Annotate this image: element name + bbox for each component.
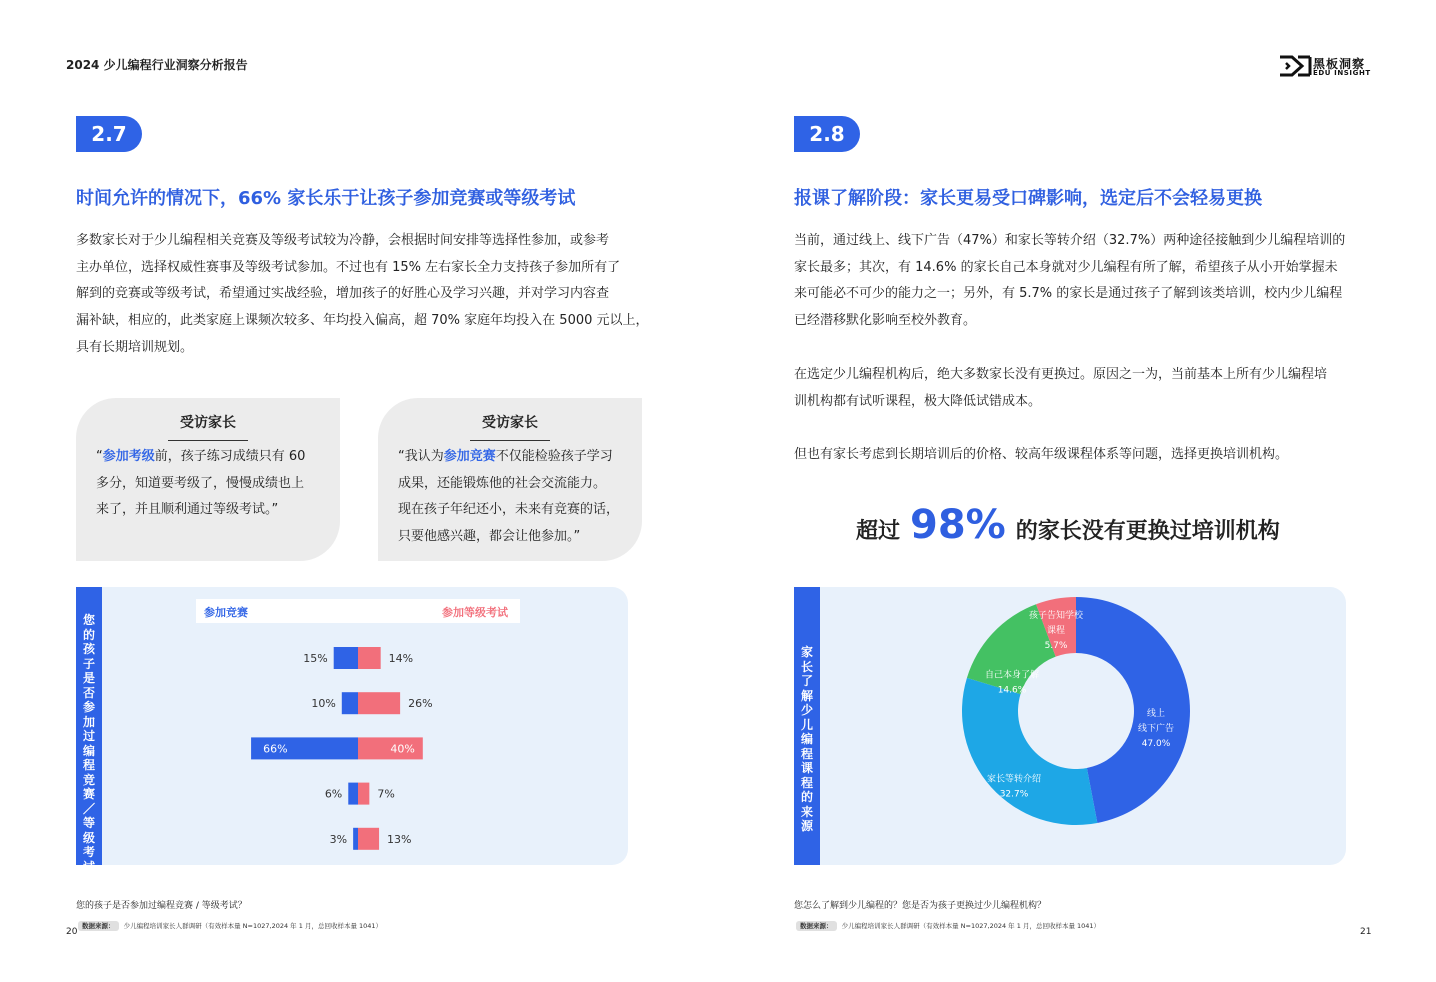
bar-series-1 (348, 783, 358, 805)
donut-chart-panel (794, 587, 1346, 865)
bar-label: 66% (263, 742, 288, 756)
bar-label: 7% (377, 787, 395, 801)
section-badge-right: 2.8 (794, 116, 860, 152)
donut-label-line: 课程 (1046, 626, 1066, 636)
donut-label-line: 线上 (1146, 709, 1166, 719)
bar-label: 6% (324, 787, 343, 801)
donut-chart (794, 587, 1346, 865)
divider (470, 440, 550, 441)
text-line: 多数家长对于少儿编程相关竞赛及等级考试较为冷静，会根据时间安排等选择性参加，或参考 (76, 233, 610, 248)
quote-line: 现在孩子年纪还小，未来有竞赛的话， (398, 502, 620, 518)
source-tag: 数据来源： (796, 921, 837, 931)
key-stat (856, 502, 1280, 548)
legend-series-1: 参加竞赛 (204, 606, 248, 619)
donut-label-line: 14.6% (997, 685, 1027, 696)
donut-label-line: 5.7% (1044, 641, 1068, 651)
donut-label-line: 家长等转介绍 (986, 774, 1042, 785)
quote-span: “ (96, 449, 103, 464)
right-paragraph-3: 但也有家长考虑到长期培训后的价格、较高年级课程体系等问题，选择更换培训机构。 (794, 447, 1289, 462)
chart-side-label: 家长了解少儿编程课程的来源 (800, 645, 813, 833)
data-source (78, 913, 382, 932)
quote-line: 来了，并且顺利通过等级考试。” (96, 502, 279, 518)
interview-quote-card (76, 398, 340, 561)
source-question: 您的孩子是否参加过编程竞赛 / 等级考试？ (76, 901, 247, 911)
bar-label: 15% (303, 652, 328, 665)
legend-series-2: 参加等级考试 (442, 606, 508, 619)
text-line: 家长最多；其次，有 14.6% 的家长自己本身就对少儿编程有所了解，希望孩子从小开始掌握未 (794, 259, 1338, 275)
interview-quote-card (378, 398, 642, 561)
text-line: 来可能必不可少的能力之一；另外，有 5.7% 的家长是通过孩子了解到该类培训，校内少儿编程 (794, 286, 1343, 302)
quote-line: 只要他感兴趣，都会让他参加。” (398, 529, 581, 545)
quote-span: 不仅能检验孩子学习 (495, 449, 613, 464)
logo-en: EDU INSIGHT (1313, 69, 1371, 77)
section-title-left: 时间允许的情况下，66% 家长乐于让孩子参加竞赛或等级考试 (76, 188, 576, 209)
data-source (796, 913, 1100, 932)
bar-label: 10% (311, 697, 336, 711)
source-text: 少儿编程培训家长人群调研（有效样本量 N=1027,2024 年 1 月，总回收样本量 1041） (123, 922, 383, 930)
bar-chart-panel (76, 587, 628, 874)
donut-label-line: 孩子告知学校 (1028, 611, 1084, 621)
text-line: 在选定少儿编程机构后，绝大多数家长没有更换过。原因之一为，当前基本上所有少儿编程培 (794, 367, 1328, 382)
bar-series-1 (353, 828, 358, 850)
bar-series-2 (358, 647, 381, 669)
bar-label: 26% (408, 697, 433, 711)
bar-label: 14% (388, 652, 414, 665)
bar-series-2 (358, 783, 369, 805)
source-tag: 数据来源： (78, 921, 119, 931)
text-line: 漏补缺，相应的，此类家庭上课频次较多、年均投入偏高，超 70% 家庭年均投入在 5000 元以上， (76, 313, 649, 329)
text-line: 当前，通过线上、线下广告（47%）和家长等转介绍（32.7%）两种途径接触到少儿编程培训的 (794, 233, 1346, 248)
right-paragraph-2 (794, 362, 1374, 415)
page-number: 20 (66, 927, 78, 937)
source-text: 少儿编程培训家长人群调研（有效样本量 N=1027,2024 年 1 月，总回收样本量 1041） (841, 922, 1101, 930)
donut-slice (1076, 597, 1190, 823)
stat-prefix: 超过 (856, 519, 901, 544)
stat-number: 98% (910, 502, 1006, 548)
bar-label: 13% (387, 832, 412, 846)
stat-suffix: 的家长没有更换过培训机构 (1015, 519, 1280, 544)
text-line: 具有长期培训规划。 (76, 339, 194, 355)
bar-series-1 (334, 647, 358, 669)
quote-text (96, 444, 336, 524)
donut-label-line: 线下广告 (1137, 724, 1175, 734)
text-line: 主办单位，选择权威性赛事及等级考试参加。不过也有 15% 左右家长全力支持孩子参加所有了 (76, 259, 621, 275)
quote-heading: 受访家长 (180, 415, 236, 431)
bar-label: 40% (390, 742, 415, 756)
quote-text (398, 444, 638, 551)
document-title: 2024 少儿编程行业洞察分析报告 (66, 58, 248, 72)
donut-slice (962, 678, 1097, 825)
quote-span: 前，孩子练习成绩只有 60 (154, 449, 306, 464)
donut-label-line: 32.7% (999, 789, 1029, 800)
text-line: 已经潜移默化影响至校外教育。 (794, 313, 977, 329)
section-badge-left: 2.7 (76, 116, 142, 152)
page-number: 21 (1360, 927, 1372, 937)
bar-label: 3% (329, 832, 348, 846)
bar-series-1 (342, 692, 358, 714)
quote-highlight: 参加竞赛 (443, 449, 496, 464)
quote-heading: 受访家长 (482, 415, 538, 431)
text-line: 训机构都有试听课程，极大降低试错成本。 (794, 393, 1042, 409)
bar-series-2 (358, 828, 379, 850)
source-question: 您怎么了解到少儿编程的？您是否为孩子更换过少儿编程机构？ (794, 901, 1047, 911)
quote-highlight: 参加考级 (102, 449, 155, 464)
chart-side-label: 您的孩子是否参加过编程竞赛／等级考试 (82, 613, 95, 874)
right-paragraph-1 (794, 228, 1374, 335)
donut-label-line: 47.0% (1141, 739, 1171, 749)
logo-mark-icon (1278, 54, 1312, 78)
quote-line: 多分，知道要考级了，慢慢成绩也上 (96, 475, 305, 491)
text-line: 解到的竞赛或等级考试，希望通过实战经验，增加孩子的好胜心及学习兴趣，并对学习内容查 (76, 286, 610, 302)
quote-span: “我认为 (398, 449, 444, 464)
logo-cn: 黑板洞察 (1313, 57, 1366, 71)
diverging-bar-chart (76, 587, 628, 865)
quote-line: 成果，还能锻炼他的社会交流能力。 (398, 475, 607, 491)
bar-series-2 (358, 692, 400, 714)
left-paragraph (76, 228, 656, 362)
brand-logo (1278, 54, 1378, 80)
donut-label-line: 自己本身了解 (984, 670, 1040, 681)
section-title-right: 报课了解阶段：家长更易受口碑影响，选定后不会轻易更换 (794, 188, 1262, 209)
divider (168, 440, 248, 441)
